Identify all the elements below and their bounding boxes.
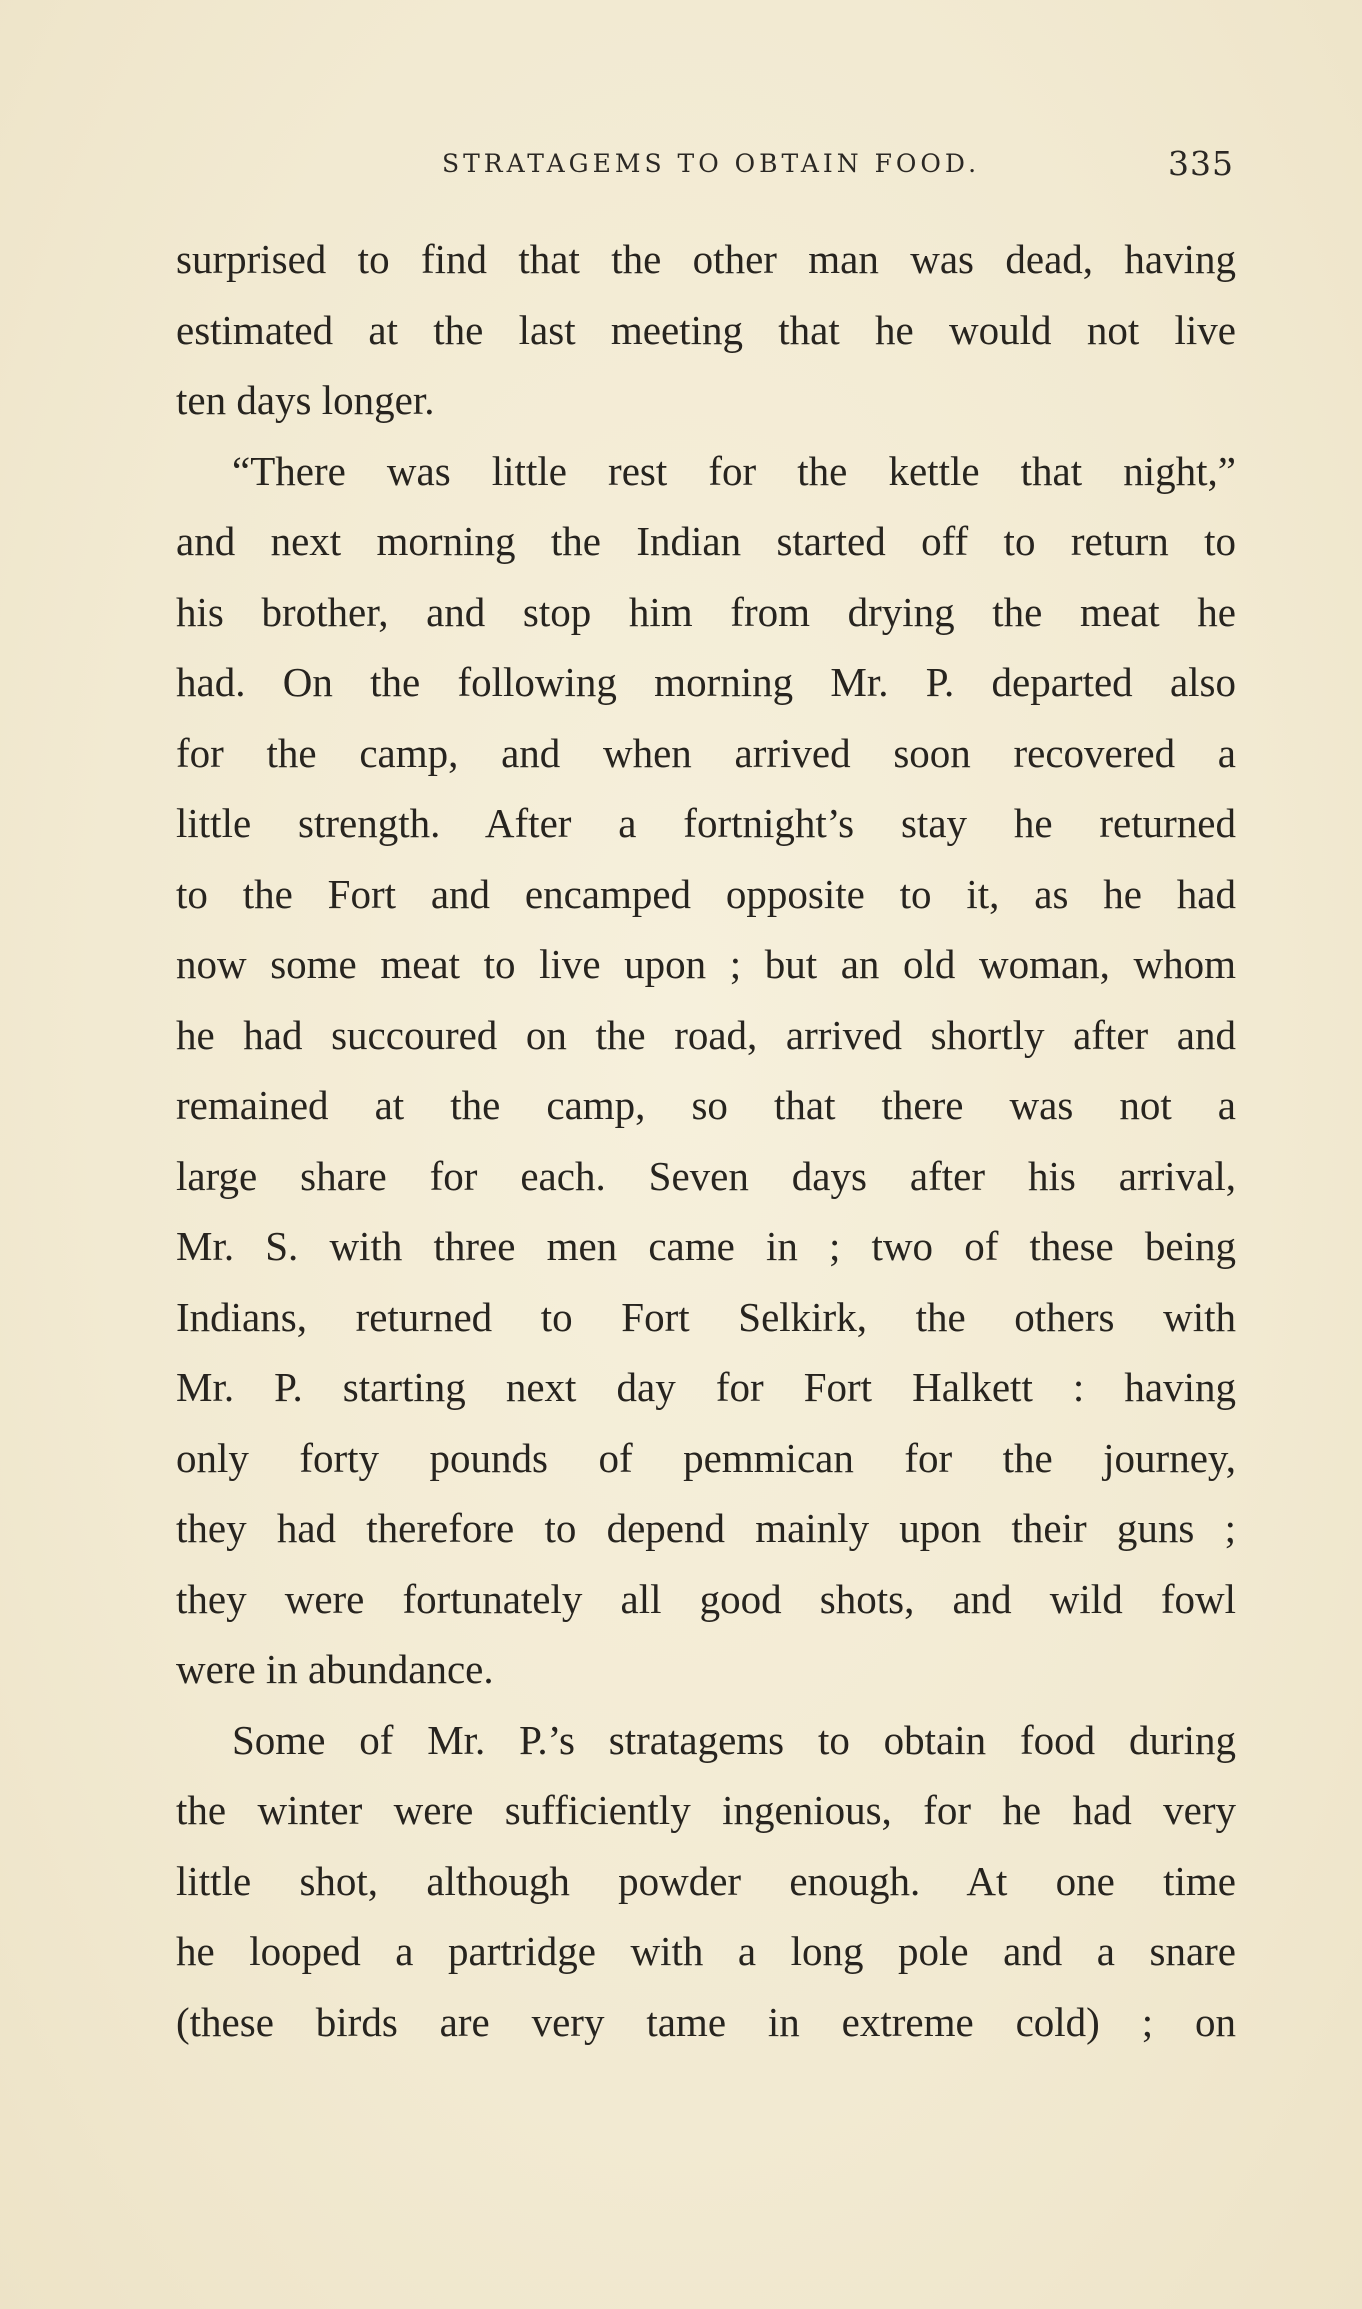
text-line: Indians, returned to Fort Selkirk, the others with	[176, 1293, 1236, 1340]
text-line: “There was little rest for the kettle that night,”	[232, 447, 1236, 494]
body-text	[176, 224, 1236, 2057]
text-line: he had succoured on the road, arrived shortly after and	[176, 1011, 1236, 1058]
text-line: they had therefore to depend mainly upon their guns ;	[176, 1505, 1236, 1551]
text-line: little shot, although powder enough. At one time	[176, 1857, 1236, 1904]
text-line: and next morning the Indian started off to return to	[176, 518, 1236, 564]
text-line: large share for each. Seven days after his arrival,	[176, 1152, 1236, 1199]
text-line: his brother, and stop him from drying the meat he	[176, 588, 1236, 635]
running-head: STRATAGEMS TO OBTAIN FOOD.	[441, 149, 981, 178]
text-line: he looped a partridge with a long pole and a snare	[176, 1928, 1236, 1974]
text-line: Some of Mr. P.’s stratagems to obtain food during	[232, 1716, 1236, 1763]
text-line: for the camp, and when arrived soon recovered a	[176, 729, 1236, 776]
text-line: only forty pounds of pemmican for the journey,	[176, 1434, 1236, 1481]
text-line: had. On the following morning Mr. P. departed also	[176, 659, 1236, 705]
text-line: were in abundance.	[176, 1646, 494, 1692]
text-line: surprised to find that the other man was dead, having	[176, 236, 1236, 282]
text-line: Mr. S. with three men came in ; two of these being	[176, 1223, 1236, 1269]
text-line: now some meat to live upon ; but an old woman, whom	[176, 941, 1236, 987]
text-line: Mr. P. starting next day for Fort Halkett : having	[176, 1364, 1236, 1410]
text-line: little strength. After a fortnight’s stay he returned	[176, 800, 1236, 846]
page-number: 335	[1168, 144, 1234, 183]
text-line: estimated at the last meeting that he would not live	[176, 306, 1236, 353]
text-line: (these birds are very tame in extreme cold) ; on	[176, 1998, 1236, 2045]
text-line: to the Fort and encamped opposite to it, as he had	[176, 870, 1236, 917]
page-header	[178, 140, 1234, 188]
text-line: remained at the camp, so that there was not a	[176, 1082, 1236, 1128]
text-line: they were fortunately all good shots, and wild fowl	[176, 1575, 1236, 1622]
text-line: ten days longer.	[176, 377, 435, 423]
text-line: the winter were sufficiently ingenious, for he had very	[176, 1787, 1236, 1833]
